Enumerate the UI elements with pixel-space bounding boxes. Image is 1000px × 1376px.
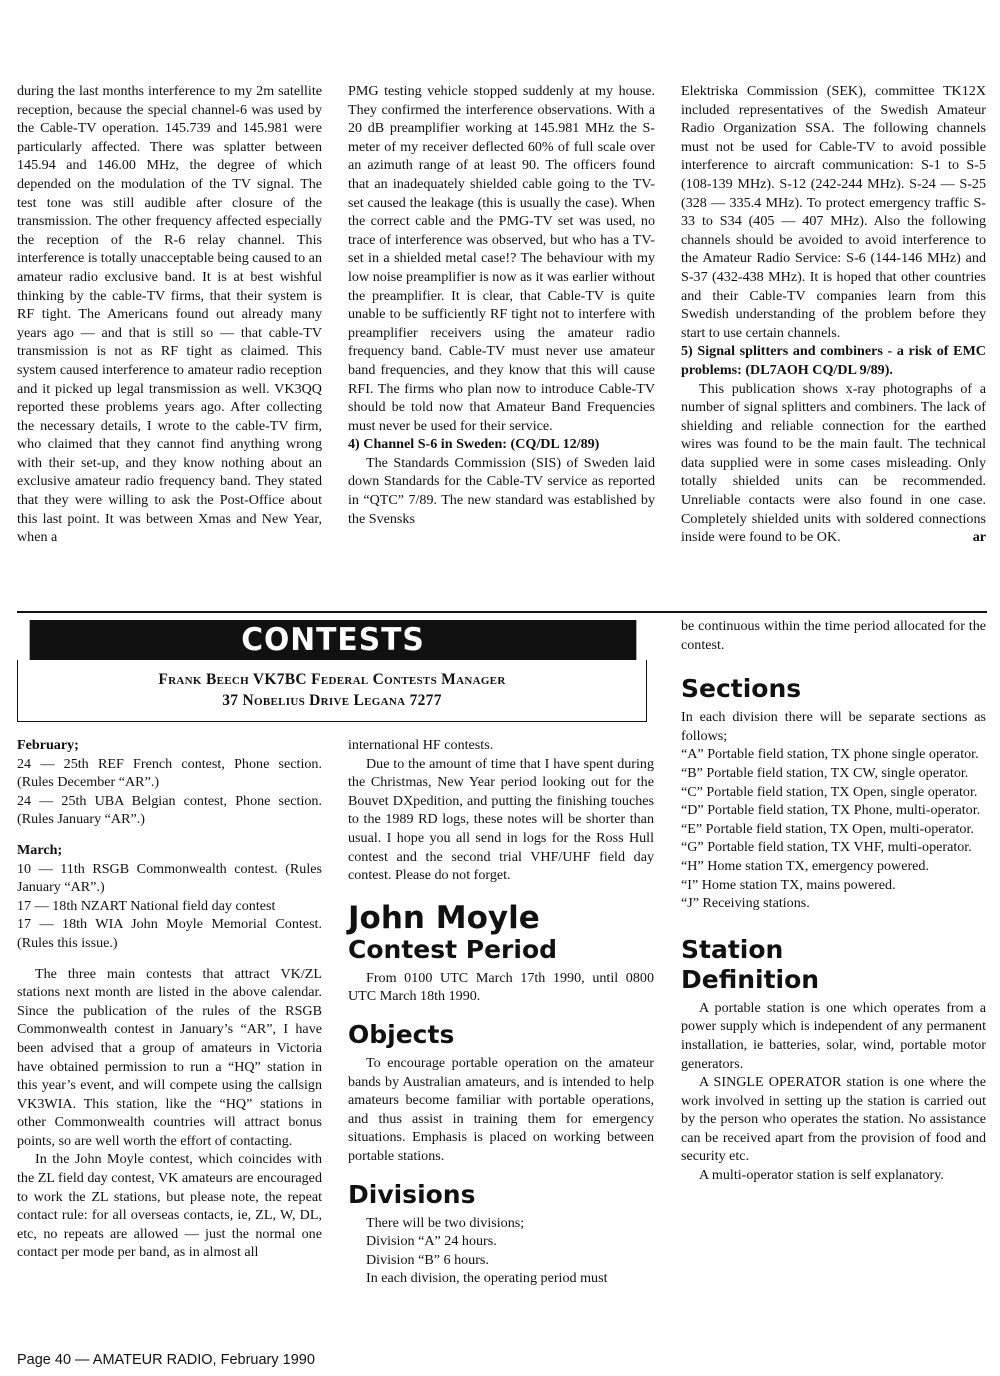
divisions-text: In each division, the operating period must <box>366 1270 608 1287</box>
body-paragraph: international HF contests. <box>348 737 494 753</box>
objects-heading: Objects <box>348 1019 455 1049</box>
contests-banner: CONTESTS <box>30 620 637 660</box>
body-paragraph: In the John Moyle contest, which coincides with the ZL field day contest, VK amateurs are encouraged to work the ZL stations, but please note, the repeat contact rule: for all overseas contacts, ie, ZL, W, DL, etc, no repeats are allowed — just the normal one contact per mode per band, as in almost all <box>17 1151 322 1261</box>
calendar-entry: 17 — 18th WIA John Moyle Memorial Contest. (Rules this issue.) <box>17 916 322 951</box>
article-end-mark: ar <box>972 529 986 546</box>
top-col2-text2: The Standards Commission (SIS) of Sweden laid down Standards for the Cable-TV service as reported in “QTC” 7/89. The new standard was established by the Svensks <box>348 454 655 527</box>
top-column-3 <box>681 82 986 547</box>
byline-author: Frank Beech VK7BC Federal Contests Manager <box>158 671 506 688</box>
body-paragraph: be continuous within the time period allocated for the contest. <box>681 618 986 653</box>
body-paragraph: A multi-operator station is self explanatory. <box>699 1167 944 1184</box>
top-column-2 <box>348 82 655 528</box>
calendar-entry: 17 — 18th NZART National field day contest <box>17 897 276 914</box>
calendar-entry: 24 — 25th UBA Belgian contest, Phone section. (Rules January “AR”.) <box>17 792 322 828</box>
top-col2-text: PMG testing vehicle stopped suddenly at my house. They confirmed the interference observations. With a 20 dB preamplifier working at 145.981 MHz the S-meter of my receiver deflected 60% of full scale over an azimuth range of at least 90. The officers found that an inadequately shielded cable going to the TV-set caused the leakage (this is usually the case). When the correct cable and the PMG-TV set was used, no trace of interference was observed, but who has a TV-set in a shielded metal case!? The behaviour with my low noise preamplifier is now as it was earlier without the preamplifier. It is clear, that Cable-TV is quite unable to be sufficiently RF tight not to interfere with preamplifier receivers using the amateur radio frequency band. Cable-TV must never use amateur band frequencies, and they know that this will cause RFI. The firms who plan now to introduce Cable-TV should be told now that Amateur Band Frequencies must never be used for their service. <box>348 83 655 434</box>
objects-text: To encourage portable operation on the amateur bands by Australian amateurs, and is intended to help amateurs become familiar with portable operations, and thus assist in training them for emergency situations. Emphasis is placed on working between portable stations. <box>348 1054 654 1164</box>
section-item: “A” Portable field station, TX phone single operator. <box>681 746 979 763</box>
section-heading-channel-s6: 4) Channel S-6 in Sweden: (CQ/DL 12/89) <box>348 436 600 453</box>
top-column-1 <box>17 82 322 547</box>
divisions-text: Division “A” 24 hours. <box>366 1233 497 1250</box>
top-col3-text2: This publication shows x-ray photographs of a number of signal splitters and combiners. The lack of shielding and reliable connection for the earthed wires was found to be the main fault. The technical data supplied were in some cases misleading. Only totally shielded units can be recommended. Unreliable contacts were also found in one case. Completely shielded units with soldered connections inside were found to be OK. ar <box>681 380 986 546</box>
calendar-entry: 24 — 25th REF French contest, Phone section. (Rules December “AR”.) <box>17 755 322 791</box>
calendar-entry: 10 — 11th RSGB Commonwealth contest. (Rules January “AR”.) <box>17 860 322 896</box>
john-moyle-title: John Moyle <box>348 899 540 936</box>
section-item: “C” Portable field station, TX Open, single operator. <box>681 783 978 800</box>
contest-column-2 <box>348 736 654 1288</box>
body-paragraph: The three main contests that attract VK/ZL stations next month are listed in the above calendar. Since the publication of the rules of the RSGB Commonwealth contest in January’s “AR”, I have been advised that a group of amateurs in Victoria have obtained permission to run a “HQ” station in this year’s event, and will compete using the callsign VK3WIA. This station, like the “HQ” stations in other Commonwealth countries will attract bonus points, so are well worth the effort of contacting. <box>17 965 322 1149</box>
section-item: “J” Receiving stations. <box>681 895 810 912</box>
section-item: “B” Portable field station, TX CW, single operator. <box>681 764 969 781</box>
body-paragraph: Due to the amount of time that I have spent during the Christmas, New Year period looking out for the Bouvet DXpedition, and putting the finishing touches to the 1989 RD logs, these notes will be shorter than usual. I hope you all send in logs for the Ross Hull contest and the second trial VHF/UHF field day contest. Please do not forget. <box>348 755 654 884</box>
divisions-text: There will be two divisions; <box>366 1214 525 1231</box>
section-item: “E” Portable field station, TX Open, multi-operator. <box>681 820 974 837</box>
february-heading: February; <box>17 737 79 753</box>
station-definition-heading-2: Definition <box>681 964 820 994</box>
contest-column-1 <box>17 736 322 1262</box>
section-item: “G” Portable field station, TX VHF, multi-operator. <box>681 839 972 856</box>
top-col3-text: Elektriska Commission (SEK), committee TK12X included representatives of the Swedish Amateur Radio Organization SSA. The following channels must not be used for Cable-TV to avoid possible interference to aircraft communication: S-1 to S-5 (108-139 MHz). S-12 (242-244 MHz). S-24 — S-25 (328 — 335.4 MHz). To protect emergency traffic S-33 to S34 (405 — 407 MHz). Also the following channels should be avoided to avoid interference to the Amateur Radio Service: S-6 (144-146 MHz) and S-37 (432-438 MHz). It is hoped that other countries and their Cable-TV companies learn from this Swedish understanding of the problem before they start to use certain channels. <box>681 83 986 341</box>
contest-column-3 <box>681 617 986 1185</box>
contest-period-text: From 0100 UTC March 17th 1990, until 0800 UTC March 18th 1990. <box>348 969 654 1005</box>
contest-period-heading: Contest Period <box>348 934 558 964</box>
body-paragraph: A portable station is one which operates from a power supply which is independent of any permanent installation, ie batteries, solar, wind, portable motor generators. <box>681 999 986 1072</box>
section-item: “I” Home station TX, mains powered. <box>681 876 896 893</box>
byline-address: 37 Nobelius Drive Legana 7277 <box>222 692 442 709</box>
section-item: “H” Home station TX, emergency powered. <box>681 857 929 874</box>
horizontal-divider <box>17 611 987 613</box>
divisions-heading: Divisions <box>348 1179 476 1209</box>
section-heading-signal-splitters: 5) Signal splitters and combiners - a risk of EMC problems: (DL7AOH CQ/DL 9/89). <box>681 343 986 378</box>
page-footer: Page 40 — AMATEUR RADIO, February 1990 <box>17 1352 315 1368</box>
byline-box <box>17 660 647 722</box>
sections-heading: Sections <box>681 674 802 704</box>
divisions-text: Division “B” 6 hours. <box>366 1251 489 1268</box>
station-definition-heading-1: Station <box>681 934 784 964</box>
body-paragraph: A SINGLE OPERATOR station is one where the work involved in setting up the station is carried out by the person who operates the station. No assistance can be received apart from the provision of food and security etc. <box>681 1074 986 1165</box>
top-col1-text: during the last months interference to my 2m satellite reception, because the special channel-6 was used by the Cable-TV operation. 145.739 and 145.981 were particularly affected. There was splatter between 145.94 and 146.00 MHz, the degree of which depended on the modulation of the TV signal. The test tone was still audible after closure of the transmission. The other frequency affected especially the reception of the R-6 relay channel. This interference is totally unacceptable being caused to an amateur radio exclusive band. It is at best wishful thinking by the cable-TV firms, that their system is RF tight. The Americans found out already many years ago — and that is still so — that cable-TV transmission is not as RF tight as claimed. This system caused interference to amateur radio reception and it picked up legal transmission as well. VK3QQ reported these problems years ago. After collecting the necessary details, I wrote to the cable-TV firm, who claimed that they cannot find anything wrong with their set-up, and they know nothing about an exclusive amateur radio frequency band. They stated that they were willing to ask the Post-Office about this last point. It was between Xmas and New Year, when a <box>17 83 322 546</box>
section-item: “D” Portable field station, TX Phone, multi-operator. <box>681 802 981 819</box>
sections-intro: In each division there will be separate sections as follows; <box>681 709 986 744</box>
march-heading: March; <box>17 841 63 858</box>
